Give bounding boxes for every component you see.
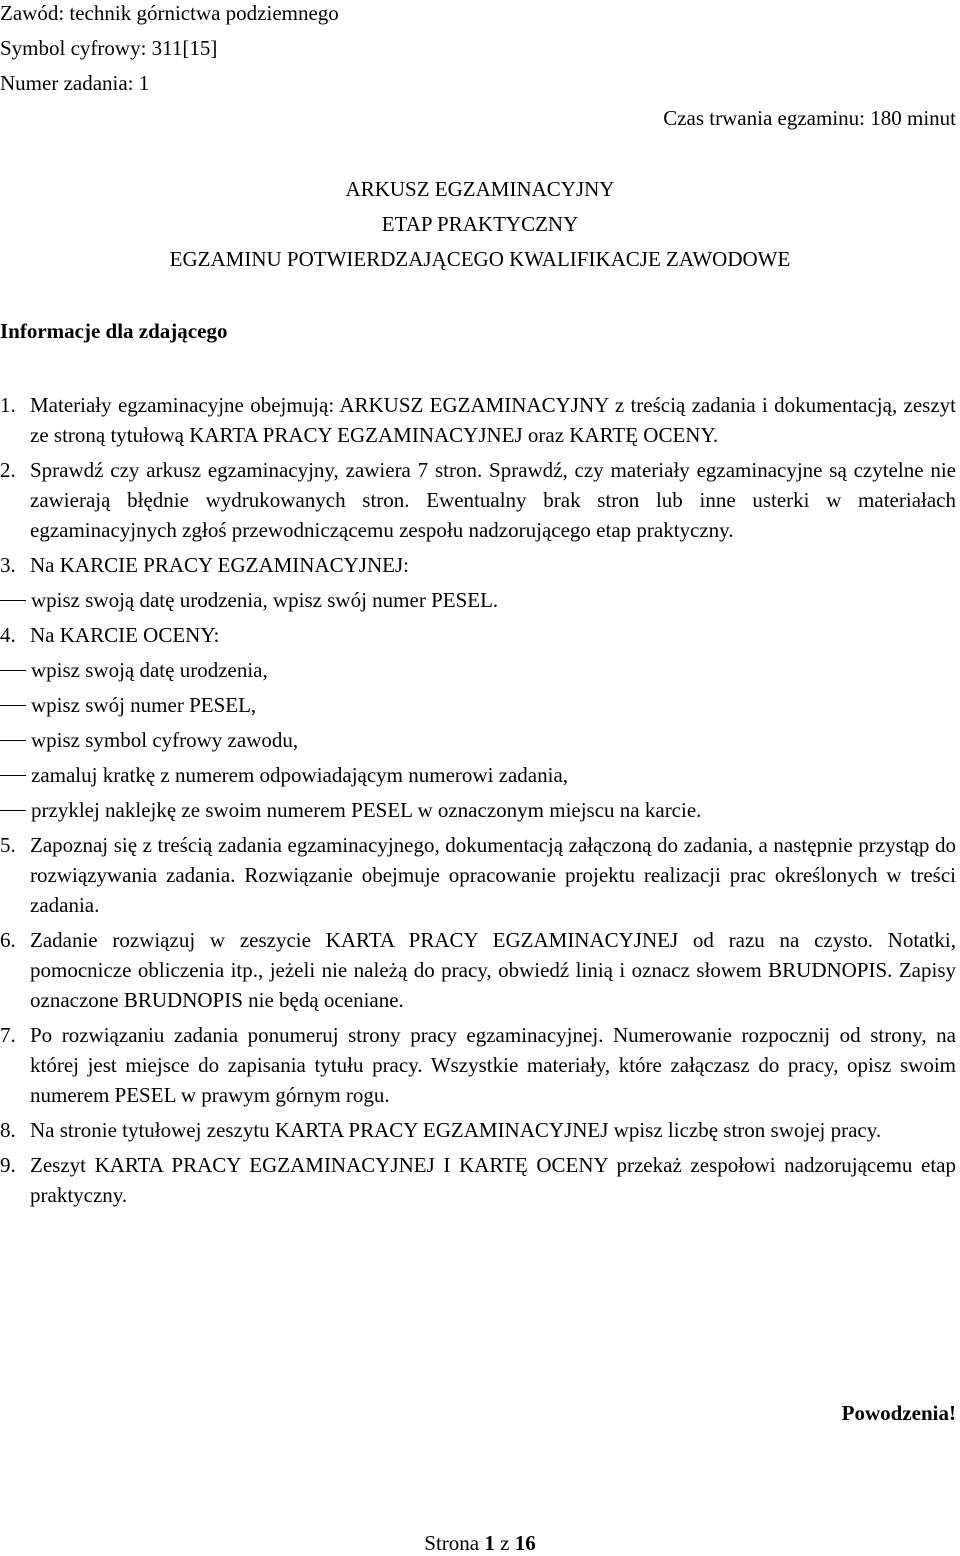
item-number: 7.: [0, 1023, 16, 1047]
list-item: [0, 1150, 956, 1210]
list-item: [0, 390, 956, 450]
sub-item: [0, 795, 956, 825]
item-text: Na KARCIE OCENY:: [30, 623, 220, 647]
digital-symbol-line: Symbol cyfrowy: 311[15]: [0, 36, 218, 60]
footer-total-pages: 16: [514, 1531, 536, 1555]
sub-item: [0, 690, 956, 720]
dash-icon: [0, 775, 26, 776]
list-item: [0, 550, 956, 580]
item-number: 4.: [0, 623, 16, 647]
sub-item: [0, 760, 956, 790]
item-number: 3.: [0, 553, 16, 577]
list-item: [0, 925, 956, 1015]
sub-item: [0, 725, 956, 755]
exam-duration-line: Czas trwania egzaminu: 180 minut: [663, 106, 956, 130]
title-line-2: ETAP PRAKTYCZNY: [381, 212, 579, 236]
sub-item: [0, 655, 956, 685]
item-text: Zeszyt KARTA PRACY EGZAMINACYJNEJ I KARTĘ OCENY przekaż zespołowi nadzorującemu etap praktyczny.: [30, 1153, 956, 1207]
list-item: [0, 1115, 956, 1145]
sub-item: [0, 585, 956, 615]
sub-item-text: wpisz swoją datę urodzenia,: [31, 658, 268, 682]
footer-separator: z: [500, 1531, 510, 1555]
item-text: Po rozwiązaniu zadania ponumeruj strony pracy egzaminacyjnej. Numerowanie rozpocznij od strony, na której jest miejsce do zapisania tytułu pracy. Wszystkie materiały, które załączasz do pracy, opisz swoim numerem PESEL w prawym górnym rogu.: [30, 1023, 956, 1107]
dash-icon: [0, 670, 26, 671]
sub-item-text: wpisz swój numer PESEL,: [31, 693, 257, 717]
item-number: 8.: [0, 1118, 16, 1142]
item-number: 9.: [0, 1153, 16, 1177]
dash-icon: [0, 705, 26, 706]
title-line-3: EGZAMINU POTWIERDZAJĄCEGO KWALIFIKACJE ZAWODOWE: [169, 247, 791, 271]
item-text: Na KARCIE PRACY EGZAMINACYJNEJ:: [30, 553, 409, 577]
item-number: 1.: [0, 393, 16, 417]
page-footer: [0, 1530, 960, 1556]
list-item: [0, 620, 956, 650]
dash-icon: [0, 810, 26, 811]
item-number: 2.: [0, 458, 16, 482]
list-item: [0, 1020, 956, 1110]
sub-item-text: przyklej naklejkę ze swoim numerem PESEL w oznaczonym miejscu na karcie.: [31, 798, 702, 822]
title-line-1: ARKUSZ EGZAMINACYJNY: [345, 177, 615, 201]
footer-prefix: Strona: [424, 1531, 480, 1555]
list-item: [0, 830, 956, 920]
list-item: [0, 455, 956, 545]
item-text: Zadanie rozwiązuj w zeszycie KARTA PRACY EGZAMINACYJNEJ od razu na czysto. Notatki, pomocnicze obliczenia itp., jeżeli nie należą do pracy, obwiedź linią i oznacz słowem BRUDNOPIS. Zapisy oznaczone BRUDNOPIS nie będą oceniane.: [30, 928, 956, 1012]
item-text: Sprawdź czy arkusz egzaminacyjny, zawiera 7 stron. Sprawdź, czy materiały egzaminacyjne są czytelne nie zawierają błędnie wydrukowanych stron. Ewentualny brak stron lub inne usterki w materiałach egzaminacyjnych zgłoś przewodniczącemu zespołu nadzorującego etap praktyczny.: [30, 458, 956, 542]
closing-text: Powodzenia!: [841, 1401, 956, 1425]
sub-item-text: wpisz swoją datę urodzenia, wpisz swój numer PESEL.: [31, 588, 499, 612]
footer-current-page: 1: [484, 1531, 495, 1555]
item-number: 6.: [0, 928, 16, 952]
task-number-line: Numer zadania: 1: [0, 71, 150, 95]
profession-line: Zawód: technik górnictwa podziemnego: [0, 1, 339, 25]
item-text: Materiały egzaminacyjne obejmują: ARKUSZ EGZAMINACYJNY z treścią zadania i dokumentacją, zeszyt ze stroną tytułową KARTA PRACY EGZAMINACYJNEJ oraz KARTĘ OCENY.: [30, 393, 956, 447]
item-text: Zapoznaj się z treścią zadania egzaminacyjnego, dokumentacją załączoną do zadania, a następnie przystąp do rozwiązywania zadania. Rozwiązanie obejmuje opracowanie projektu realizacji prac określonych w treści zadania.: [30, 833, 956, 917]
section-heading: Informacje dla zdającego: [0, 319, 228, 343]
sub-item-text: zamaluj kratkę z numerem odpowiadającym numerowi zadania,: [31, 763, 569, 787]
item-text: Na stronie tytułowej zeszytu KARTA PRACY EGZAMINACYJNEJ wpisz liczbę stron swojej pracy.: [30, 1118, 882, 1142]
sub-item-text: wpisz symbol cyfrowy zawodu,: [31, 728, 299, 752]
instructions-list: [0, 390, 956, 1215]
item-number: 5.: [0, 833, 16, 857]
dash-icon: [0, 740, 26, 741]
dash-icon: [0, 600, 26, 601]
